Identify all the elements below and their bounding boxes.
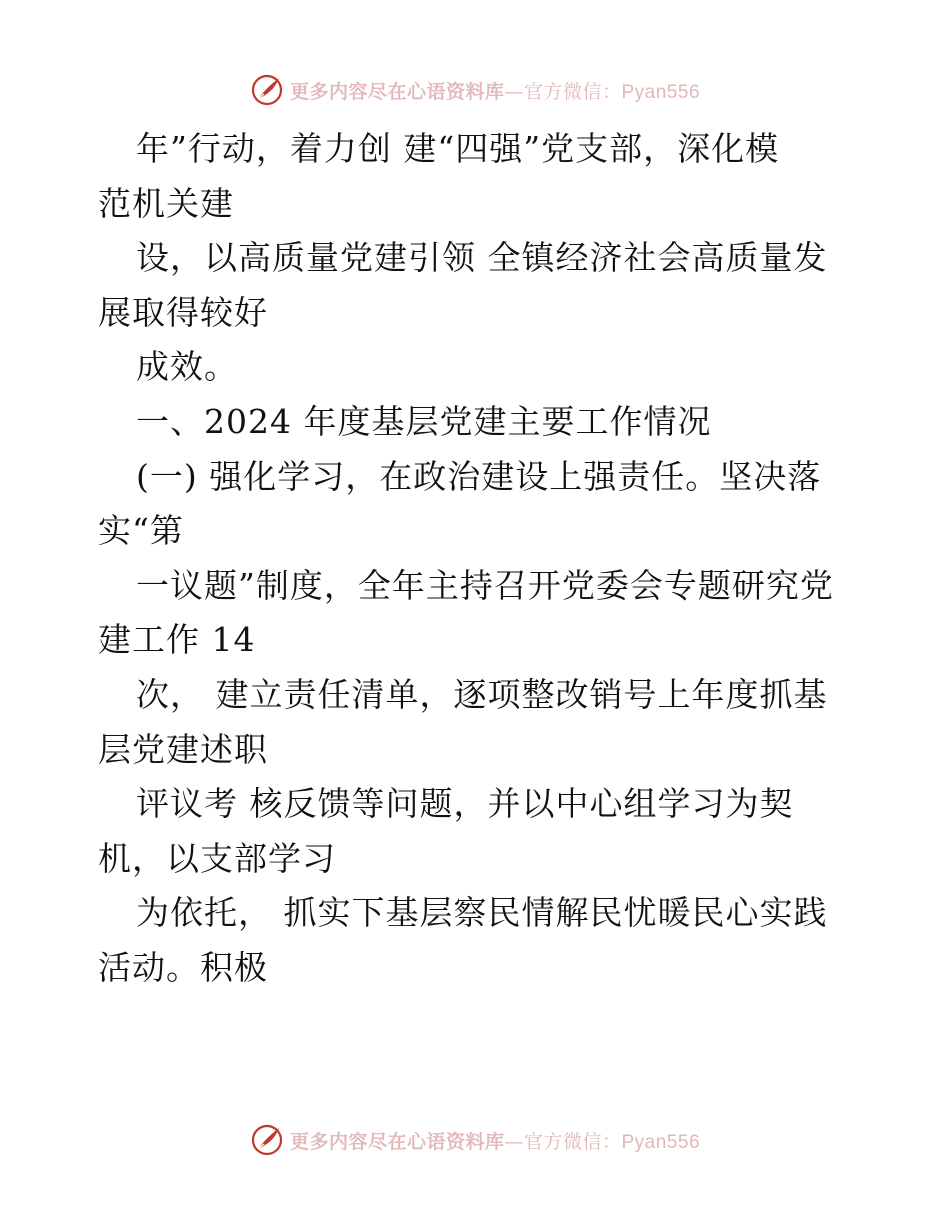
text-line: 评议考 核反馈等问题，并以中心组学习为契 [136,784,794,824]
text-line: 年”行动，着力创 建“四强”党支部，深化模 [136,129,780,168]
header-banner-wechat: 官方微信：Pyan556 [524,81,701,103]
text-line: 建工作 14 [98,620,256,660]
text-line: 一、2024 年度基层党建主要工作情况 [136,401,712,441]
text-line: 实“第 [98,511,184,551]
feather-pen-logo-icon [250,1123,284,1157]
text-line: 为依托， 抓实下基层察民情解民忧暖民心实践 [136,893,828,933]
text-line: 设，以高质量党建引领 全镇经济社会高质量发 [136,238,828,278]
text-line: 范机关建 [98,183,234,223]
header-banner-text [290,77,700,104]
footer-watermark-banner [0,1120,950,1160]
document-body [98,122,858,996]
feather-pen-logo-icon [250,73,284,107]
footer-banner-wechat: 官方微信：Pyan556 [524,1131,701,1153]
footer-banner-main: 更多内容尽在心语资料库 [289,1130,505,1153]
text-line: 活动。积极 [98,947,268,987]
header-banner-separator: — [504,80,524,103]
text-line: (一) 强化学习，在政治建设上强责任。坚决落 [136,456,822,496]
footer-banner-separator: — [504,1130,524,1153]
text-line: 展取得较好 [98,292,268,332]
text-line: 机，以支部学习 [98,838,336,878]
text-line: 成效。 [136,347,238,387]
text-line: 一议题”制度，全年主持召开党委会专题研究党 [136,565,834,605]
header-watermark-banner [0,70,950,110]
text-line: 层党建述职 [98,729,268,769]
header-banner-main: 更多内容尽在心语资料库 [289,80,505,103]
footer-banner-text [290,1127,700,1154]
text-line: 次， 建立责任清单，逐项整改销号上年度抓基 [136,674,828,714]
